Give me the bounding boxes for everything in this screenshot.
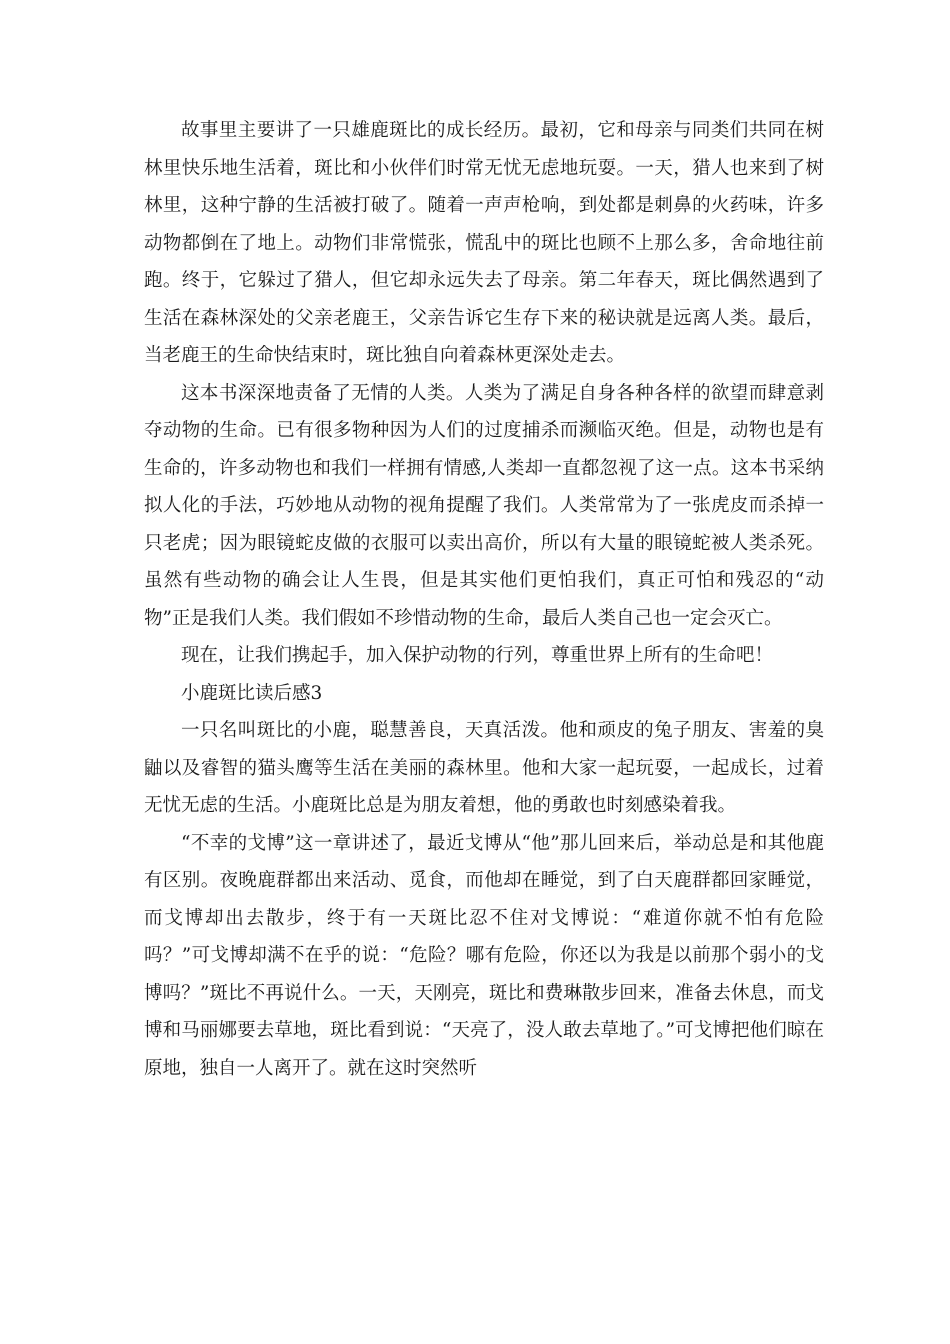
paragraph-call-to-action: 现在，让我们携起手，加入保护动物的行列，尊重世界上所有的生命吧！ bbox=[181, 645, 774, 666]
section-heading: 小鹿斑比读后感3 bbox=[181, 682, 323, 704]
paragraph-bambi-intro: 一只名叫斑比的小鹿，聪慧善良，天真活泼。他和顽皮的兔子朋友、害羞的臭鼬以及睿智的猫头鹰等生活在美丽的森林里。他和大家一起玩耍，一起成长，过着无忧无虑的生活。小鹿斑比总是为朋友着想，他的勇敢也时刻感染着我。 bbox=[144, 720, 824, 816]
paragraph-story-summary: 故事里主要讲了一只雄鹿斑比的成长经历。最初，它和母亲与同类们共同在树林里快乐地生活着，斑比和小伙伴们时常无忧无虑地玩耍。一天，猎人也来到了树林里，这种宁静的生活被打破了。随着一声声枪响，到处都是刺鼻的火药味，许多动物都倒在了地上。动物们非常慌张，慌乱中的斑比也顾不上那么多，舍命地往前跑。终于，它躲过了猎人，但它却永远失去了母亲。第二年春天，斑比偶然遇到了生活在森林深处的父亲老鹿王，父亲告诉它生存下来的秘诀就是远离人类。最后，当老鹿王的生命快结束时，斑比独自向着森林更深处走去。 bbox=[144, 120, 824, 366]
paragraph-critique: 这本书深深地责备了无情的人类。人类为了满足自身各种各样的欲望而肆意剥夺动物的生命。已有很多物种因为人们的过度捕杀而濒临灭绝。但是，动物也是有生命的，许多动物也和我们一样拥有情感,人类却一直都忽视了这一点。这本书采纳拟人化的手法，巧妙地从动物的视角提醒了我们。人类常常为了一张虎皮而杀掉一只老虎；因为眼镜蛇皮做的衣服可以卖出高价，所以有大量的眼镜蛇被人类杀死。虽然有些动物的确会让人生畏，但是其实他们更怕我们，真正可怕和残忍的“动物”正是我们人类。我们假如不珍惜动物的生命，最后人类自己也一定会灭亡。 bbox=[144, 382, 824, 629]
document-body bbox=[144, 112, 824, 1087]
paragraph-gobo-chapter: “不幸的戈博”这一章讲述了，最近戈博从“他”那儿回来后，举动总是和其他鹿有区别。夜晚鹿群都出来活动、觅食，而他却在睡觉，到了白天鹿群都回家睡觉，而戈博却出去散步，终于有一天斑比忍不住对戈博说：“难道你就不怕有危险吗？”可戈博却满不在乎的说：“危险？哪有危险，你还以为我是以前那个弱小的戈博吗？”斑比不再说什么。一天，天刚亮，斑比和费琳散步回来，准备去休息，而戈博和马丽娜要去草地，斑比看到说：“天亮了，没人敢去草地了。”可戈博把他们晾在原地，独自一人离开了。就在这时突然听 bbox=[144, 832, 824, 1079]
